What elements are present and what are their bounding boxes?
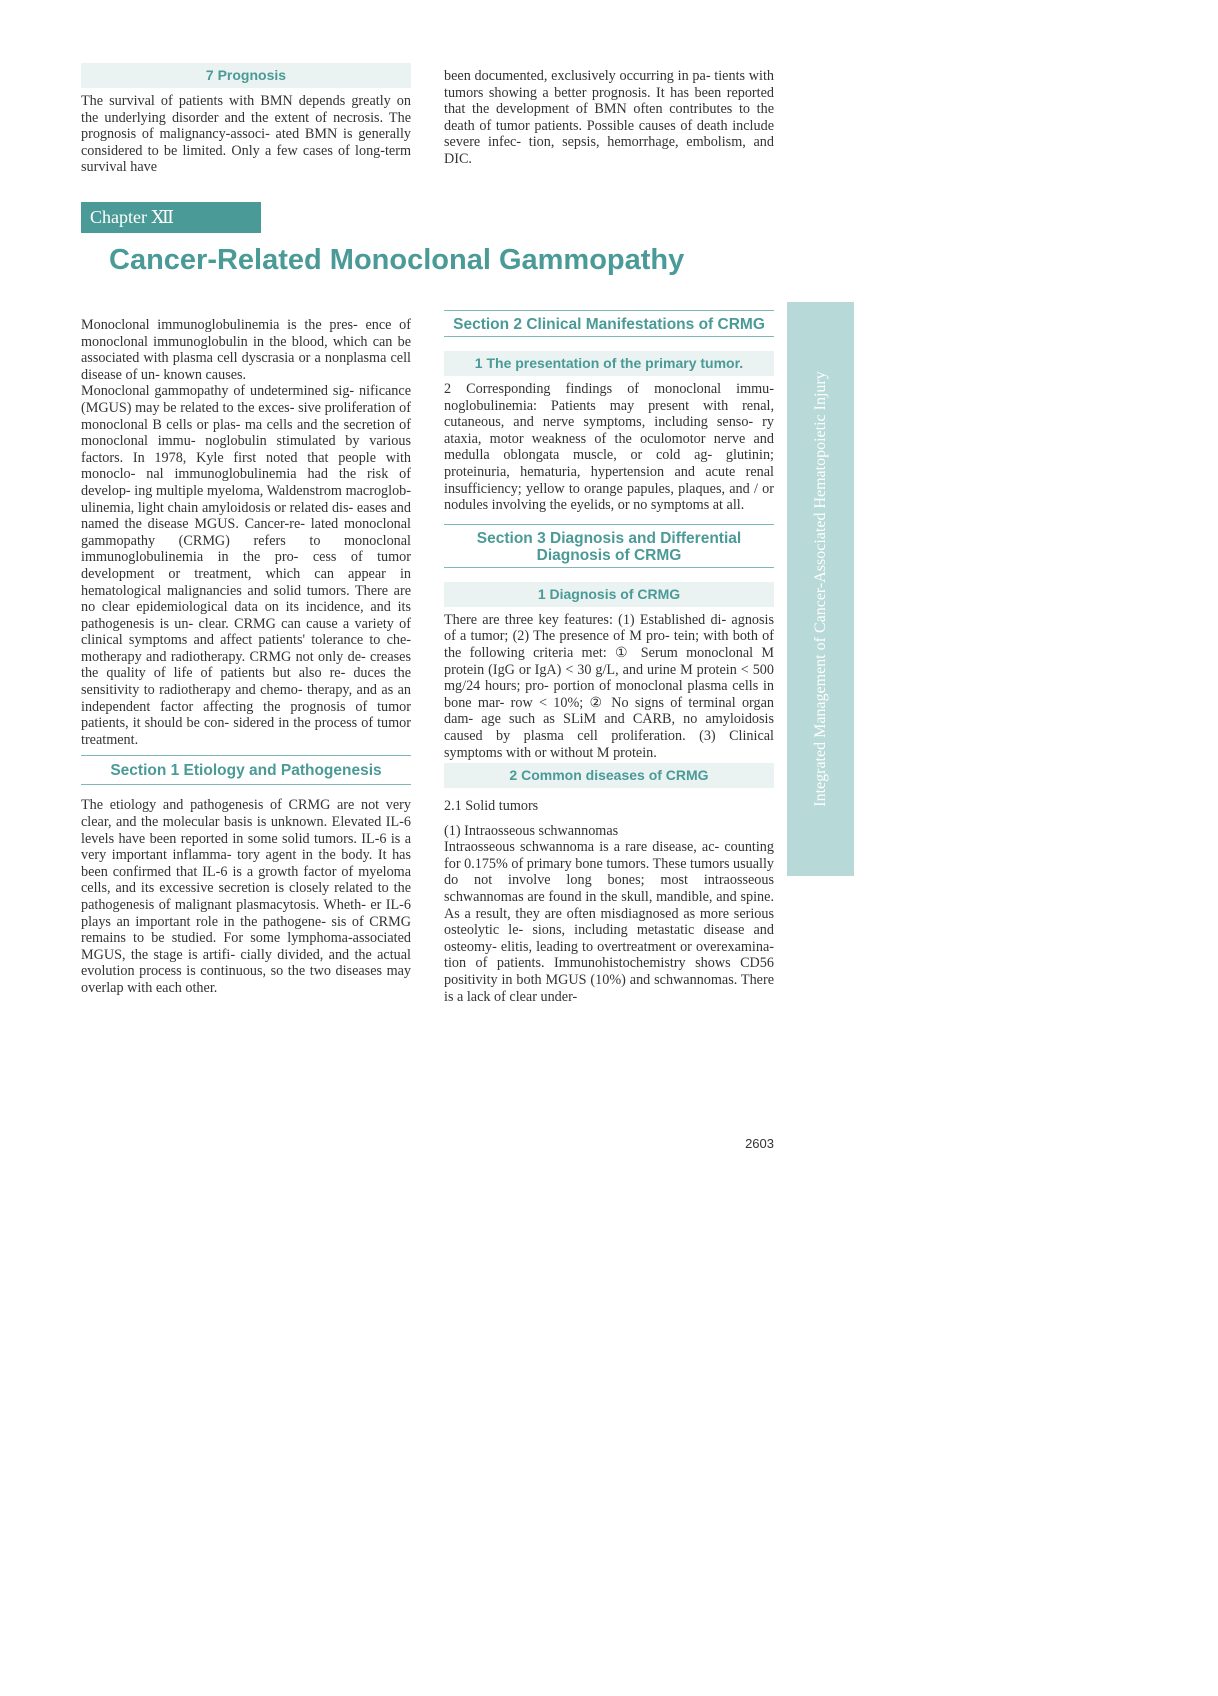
prognosis-heading: 7 Prognosis [81,63,411,88]
schwannoma-label: (1) Intraosseous schwannomas [444,822,619,839]
section2-heading: Section 2 Clinical Manifestations of CRMG [444,310,774,337]
intro-paragraph-2: Monoclonal gammopathy of undetermined sig- nificance (MGUS) may be related to the exces- sive proliferation of monoclonal B cells or plas- ma cells and the secretion of monoclonal immu- noglobulin stimulated by various factors. In 1978, Kyle first noted that people with monoclo- nal immunoglobulinemia had the risk of develop- ing multiple myeloma, Waldenstrom macroglob- ulinemia, light chain amyloidosis or related dis- eases and named the disease MGUS. Cancer-re- lated monoclonal gammopathy (CRMG) refers to monoclonal immunoglobulinemia in the pro- cess of tumor development or treatment, which can appear in hematological malignancies and solid tumors. There are no clear epidemiological data on its incidence, and its pathogenesis is un- clear. CRMG can cause a variety of clinical symptoms and affect patients' tolerance to che- motherapy and radiotherapy. CRMG not only de- creases the quality of life of patients but also re- duces the sensitivity to radiotherapy and chemo- therapy, and as an independent factor affecting the prognosis of tumor patients, it should be con- sidered in the process of tumor treatment. [81,383,411,748]
sub2-text: 2 Corresponding findings of monoclonal immu- noglobulinemia: Patients may present with renal, cutaneous, and nerve symptoms, including senso- ry ataxia, motor weakness of the oculomotor nerve and medulla oblongata muscle, or cold ag- glutinin; proteinuria, hematuria, hypertension and acute renal insufficiency; yellow to orange papules, plaques, and / or nodules involving the eyelids, or no symptoms at all. [444,381,774,514]
section3-heading: Section 3 Diagnosis and Differential Diagnosis of CRMG [444,524,774,568]
left-column [81,317,411,997]
prognosis-text-right: been documented, exclusively occurring in pa- tients with tumors showing a better prognosis. It has been reported that the development of BMN often contributes to the death of tumor patients. Possible causes of death include severe infec- tion, sepsis, hemorrhage, embolism, and DIC. [444,68,774,167]
section1-heading: Section 1 Etiology and Pathogenesis [81,755,411,785]
page-number: 2603 [745,1136,774,1151]
side-band [787,302,854,876]
prognosis-text-left: The survival of patients with BMN depends greatly on the underlying disorder and the extent of necrosis. The prognosis of malignancy-associ- ated BMN is generally considered to be limited. Only a few cases of long-term survival have [81,93,411,176]
chapter-title: Cancer-Related Monoclonal Gammopathy [109,244,685,276]
section1-text: The etiology and pathogenesis of CRMG are not very clear, and the molecular basis is unknown. Elevated IL-6 levels have been reported in some solid tumors. IL-6 is a very important inflamma- tory agent in the body. It has been confirmed that IL-6 is a growth factor of myeloma cells, and its excessive secretion is closely related to the pathogenesis of malignant plasmacytosis. Wheth- er IL-6 plays an important role in the pathogene- sis of CRMG remains to be studied. For some lymphoma-associated MGUS, the stage is artifi- cially divided, and the actual evolution process is continuous, so the two diseases may overlap with each other. [81,797,411,996]
top-right-column [444,68,774,168]
intro-paragraph-1: Monoclonal immunoglobulinemia is the pres- ence of monoclonal immunoglobulin in the blood, which can be associated with plasma cell dyscrasia or a nonplasma cell disease of un- known causes. [81,317,411,383]
sub1-heading: 1 The presentation of the primary tumor. [444,351,774,376]
right-column [444,310,774,1005]
diagnosis-heading: 1 Diagnosis of CRMG [444,582,774,607]
chapter-label: Chapter Ⅻ [81,202,261,233]
top-left-column [81,63,411,176]
schwannoma-text: Intraosseous schwannoma is a rare disease, ac- counting for 0.175% of primary bone tumors. These tumors usually do not involve long bones; most intraosseous schwannomas are found in the skull, mandible, and spine. As a result, they are often misdiagnosed as more serious osteolytic le- sions, including metastatic disease and osteomy- elitis, leading to overtreatment or overexamina- tion of patients. Immunohistochemistry shows CD56 positivity in both MGUS (10%) and schwannomas. There is a lack of clear under- [444,839,774,1005]
common-diseases-heading: 2 Common diseases of CRMG [444,763,774,788]
diagnosis-text: There are three key features: (1) Established di- agnosis of a tumor; (2) The presence of M pro- tein; with both of the following criteria met: ① Serum monoclonal M protein (IgG or IgA) < 30 g/L, and urine M protein < 500 mg/24 hours; pro- portion of monoclonal plasma cells in bone mar- row < 10%; ② No signs of terminal organ dam- age such as SLiM and CARB, no amyloidosis caused by plasma cell proliferation. (3) Clinical symptoms with or without M protein. [444,611,774,761]
side-band-title: Integrated Management of Cancer-Associated Hematopoietic Injury [811,371,829,807]
solid-tumors-label: 2.1 Solid tumors [444,798,539,815]
